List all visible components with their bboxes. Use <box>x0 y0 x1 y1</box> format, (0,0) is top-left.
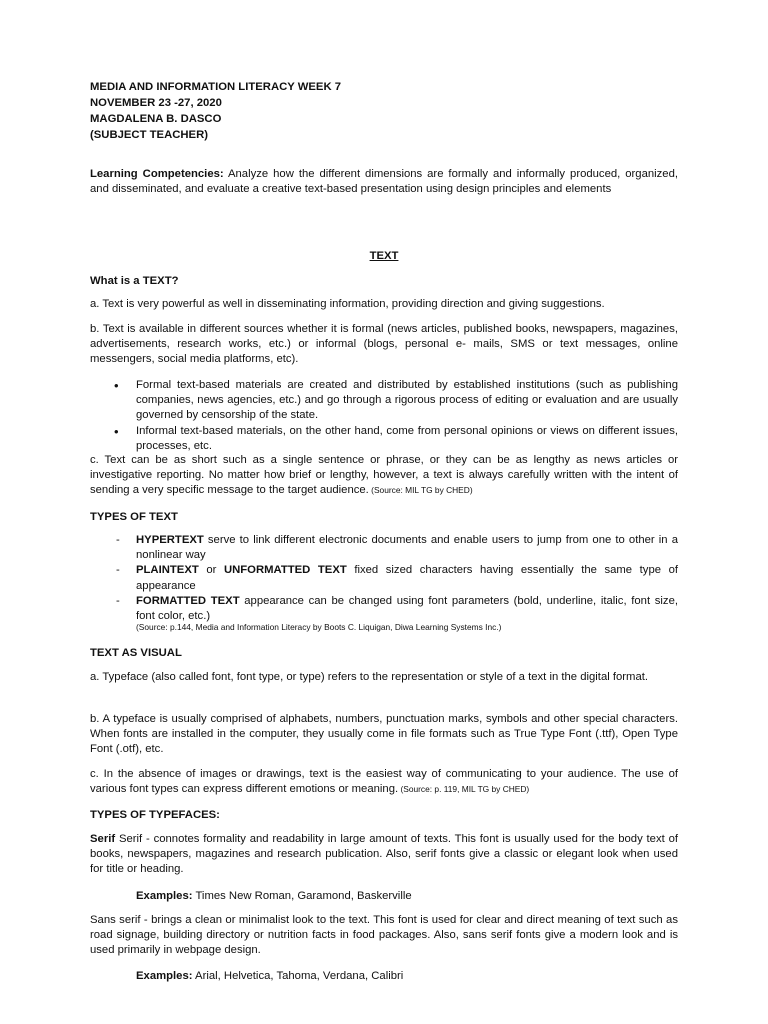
date-range: NOVEMBER 23 -27, 2020 <box>90 97 222 109</box>
what-is-paragraph-c <box>90 453 678 499</box>
teacher-name: MAGDALENA B. DASCO <box>90 113 222 125</box>
what-is-paragraph-b: b. Text is available in different sources whether it is formal (news articles, published books, newspapers, magazines, advertisements, research works, etc.) or informal (blogs, personal e- mails, SMS or text messages, online messengers, social media platforms, etc). <box>90 323 678 366</box>
text-types-bullets <box>90 378 678 454</box>
types-of-text-list <box>90 533 678 624</box>
list-item: - PLAINTEXT or UNFORMATTED TEXT fixed sized characters having essentially the same type of appearance <box>90 563 678 593</box>
serif-label: Serif <box>90 833 116 845</box>
visual-paragraph-a: a. Typeface (also called font, font type, or type) refers to the representation or style of a text in the digital format. <box>90 671 649 683</box>
visual-paragraph-b: b. A typeface is usually comprised of alphabets, numbers, punctuation marks, symbols and other special characters. When fonts are installed in the computer, they usually come in file formats such as True Type Font (.ttf), Open Type Font (.otf), etc. <box>90 713 678 756</box>
types-source-citation: (Source: p.144, Media and Information Literacy by Boots C. Liquigan, Diwa Learning Systems Inc.) <box>136 622 502 632</box>
list-item: • Informal text-based materials, on the other hand, come from personal opinions or views on different issues, processes, etc. <box>90 424 678 454</box>
paragraph-c-text: c. Text can be as short such as a single sentence or phrase, or they can be as lengthy as news articles or investigative reporting. No matter how brief or lengthy, however, a text is always carefully written with the intent of sending a very specific message to the target audience. <box>90 454 678 497</box>
source-citation: (Source: MIL TG by CHED) <box>368 485 473 496</box>
source-citation: (Source: p. 119, MIL TG by CHED) <box>398 784 530 795</box>
sans-serif-examples: Examples: Arial, Helvetica, Tahoma, Verdana, Calibri <box>136 970 404 982</box>
serif-paragraph: Serif Serif - connotes formality and readability in large amount of texts. This font is usually used for the body text of books, newspapers, magazines and research publication. Also, serif fonts give a classic or elegant look when used for title or heading. <box>90 833 678 876</box>
course-title: MEDIA AND INFORMATION LITERACY WEEK 7 <box>90 81 342 93</box>
competencies-text: Analyze how the different dimensions are formally and informally produced, organized, and disseminated, and evaluate a creative text-based presentation using design principles and elements <box>90 168 678 196</box>
serif-examples: Examples: Times New Roman, Garamond, Baskerville <box>136 890 412 902</box>
what-is-paragraph-a: a. Text is very powerful as well in disseminating information, providing direction and giving suggestions. <box>90 298 605 310</box>
section-title: TEXT <box>369 250 399 262</box>
document-header <box>90 79 678 143</box>
what-is-text-heading: What is a TEXT? <box>90 275 179 287</box>
teacher-role: (SUBJECT TEACHER) <box>90 129 208 141</box>
types-of-typefaces-heading: TYPES OF TYPEFACES: <box>90 809 220 821</box>
text-as-visual-heading: TEXT AS VISUAL <box>90 647 182 659</box>
competencies-label: Learning Competencies: <box>90 168 224 180</box>
list-item: • Formal text-based materials are created and distributed by established institutions (such as publishing companies, news agencies, etc.) and go through a rigorous process of editing or evaluation and are usually governed by censorship of the state. <box>90 378 678 424</box>
types-of-text-heading: TYPES OF TEXT <box>90 511 178 523</box>
sans-serif-paragraph: Sans serif - brings a clean or minimalist look to the text. This font is used for clear and direct meaning of text such as road signage, building directory or nutrition facts in food packages. Also, sans serif fonts give a modern look and is used primarily in webpage design. <box>90 914 678 957</box>
list-item: - FORMATTED TEXT appearance can be changed using font parameters (bold, underline, italic, font size, font color, etc.) <box>90 594 678 624</box>
list-item: - HYPERTEXT serve to link different electronic documents and enable users to jump from one to other in a nonlinear way <box>90 533 678 563</box>
learning-competencies <box>90 167 678 197</box>
visual-paragraph-c: c. In the absence of images or drawings, text is the easiest way of communicating to your audience. The use of various font types can express different emotions or meaning. (Source: p. 119, MIL TG by CHED) <box>90 768 678 796</box>
